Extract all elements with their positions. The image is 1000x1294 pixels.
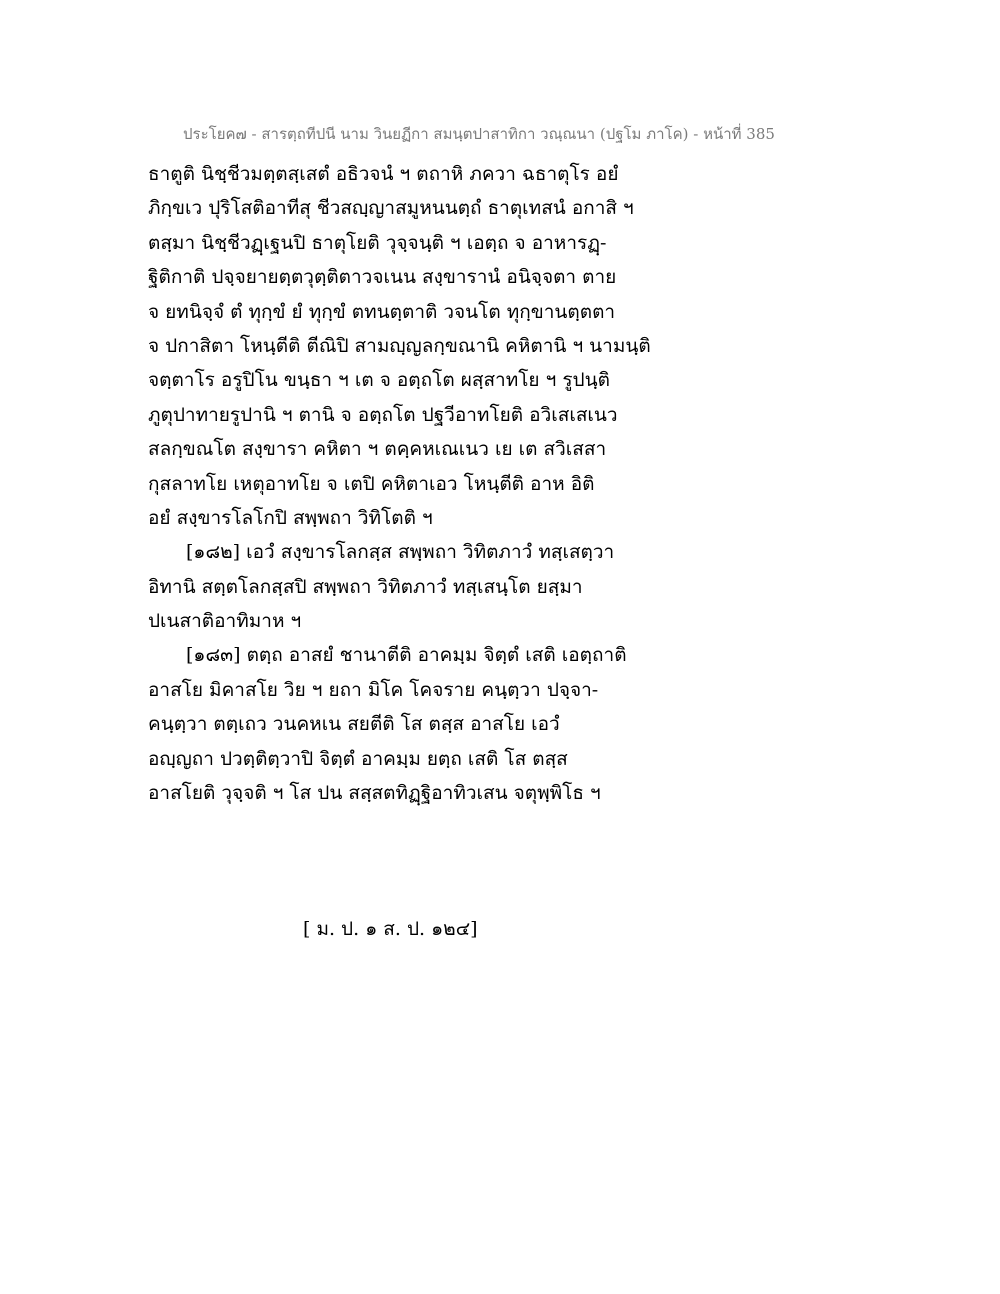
text-line: ธาตูติ นิชฺชีวมตฺตสฺเสตํ อธิวจนํ ฯ ตถาหิ ภควา ฉธาตุโร อยํ xyxy=(148,163,619,185)
text-line: อิทานิ สตฺตโลกสฺสปิ สพฺพถา วิทิตภาวํ ทสฺเสนฺโต ยสฺมา xyxy=(148,575,583,598)
text-line: อาสโยติ วุจฺจติ ฯ โส ปน สสฺสตทิฏฺฐิอาทิวเสน จตุพฺพิโธ ฯ xyxy=(148,782,601,805)
text-line: ภูตุปาทายรูปานิ ฯ ตานิ จ อตฺถโต ปฐวีอาทโยติ อวิเสเสเนว xyxy=(148,403,618,426)
text-line: จ ยทนิจฺจํ ตํ ทุกฺขํ ยํ ทุกฺขํ ตทนตฺตาติ วจนโต ทุกฺขานตฺตตา xyxy=(148,300,616,323)
text-line: กุสลาทโย เหตุอาทโย จ เตปิ คหิตาเอว โหนฺตีติ อาห อิติ xyxy=(148,472,595,495)
text-line: อาสโย มิคาสโย วิย ฯ ยถา มิโค โคจราย คนฺตฺวา ปจฺจา- xyxy=(148,678,599,701)
text-line: ปเนสาติอาทิมาห ฯ xyxy=(148,610,302,633)
text-line: จ ปกาสิตา โหนฺตีติ ตีณิปิ สามญฺญลกฺขณานิ คหิตานิ ฯ นามนฺติ xyxy=(148,334,651,357)
page-header: ประโยค๗ - สารตฺถทีปนี นาม วินยฏีกา สมนฺตปาสาทิกา วณฺณนา (ปฐโม ภาโค) - หน้าที่ 385 xyxy=(183,125,775,143)
text-line: ฐิติกาติ ปจฺจยายตฺตวุตฺติตาวจเนน สงฺขารานํ อนิจฺจตา ตาย xyxy=(148,266,617,289)
text-line: สลกฺขณโต สงฺขารา คหิตา ฯ ตคฺคหเณเนว เย เต สวิเสสา xyxy=(148,438,607,461)
citation-reference: [ ม. ป. ๑ ส. ป. ๑๒๔] xyxy=(303,918,478,940)
paragraph-182-first-line: [๑๘๒] เอวํ สงฺขารโลกสฺส สพฺพถา วิทิตภาวํ ทสฺเสตฺวา xyxy=(186,541,615,564)
text-line: ตสฺมา นิชฺชีวฏฺเฐนปิ ธาตุโยติ วุจฺจนฺติ ฯ เอตฺถ จ อาหารฏฺ- xyxy=(148,231,607,254)
paragraph-183-first-line: [๑๘๓] ตตฺถ อาสยํ ชานาตีติ อาคมฺม จิตฺตํ เสติ เอตฺถาติ xyxy=(186,644,627,667)
text-line: ภิกฺขเว ปุริโสติอาทีสุ ชีวสญฺญาสมูหนนตฺถํ ธาตุเทสนํ อกาสิ ฯ xyxy=(148,197,634,220)
text-line: คนฺตฺวา ตตฺเถว วนคหเน สยตีติ โส ตสฺส อาสโย เอวํ xyxy=(148,713,560,736)
body-text xyxy=(148,157,748,810)
text-line: อยํ สงฺขารโลโกปิ สพฺพถา วิทิโตติ ฯ xyxy=(148,506,433,529)
text-line: อญฺญถา ปวตฺติตฺวาปิ จิตฺตํ อาคมฺม ยตฺถ เสติ โส ตสฺส xyxy=(148,747,568,770)
text-line: จตฺตาโร อรูปิโน ขนฺธา ฯ เต จ อตฺถโต ผสฺสาทโย ฯ รูปนฺติ xyxy=(148,369,610,392)
